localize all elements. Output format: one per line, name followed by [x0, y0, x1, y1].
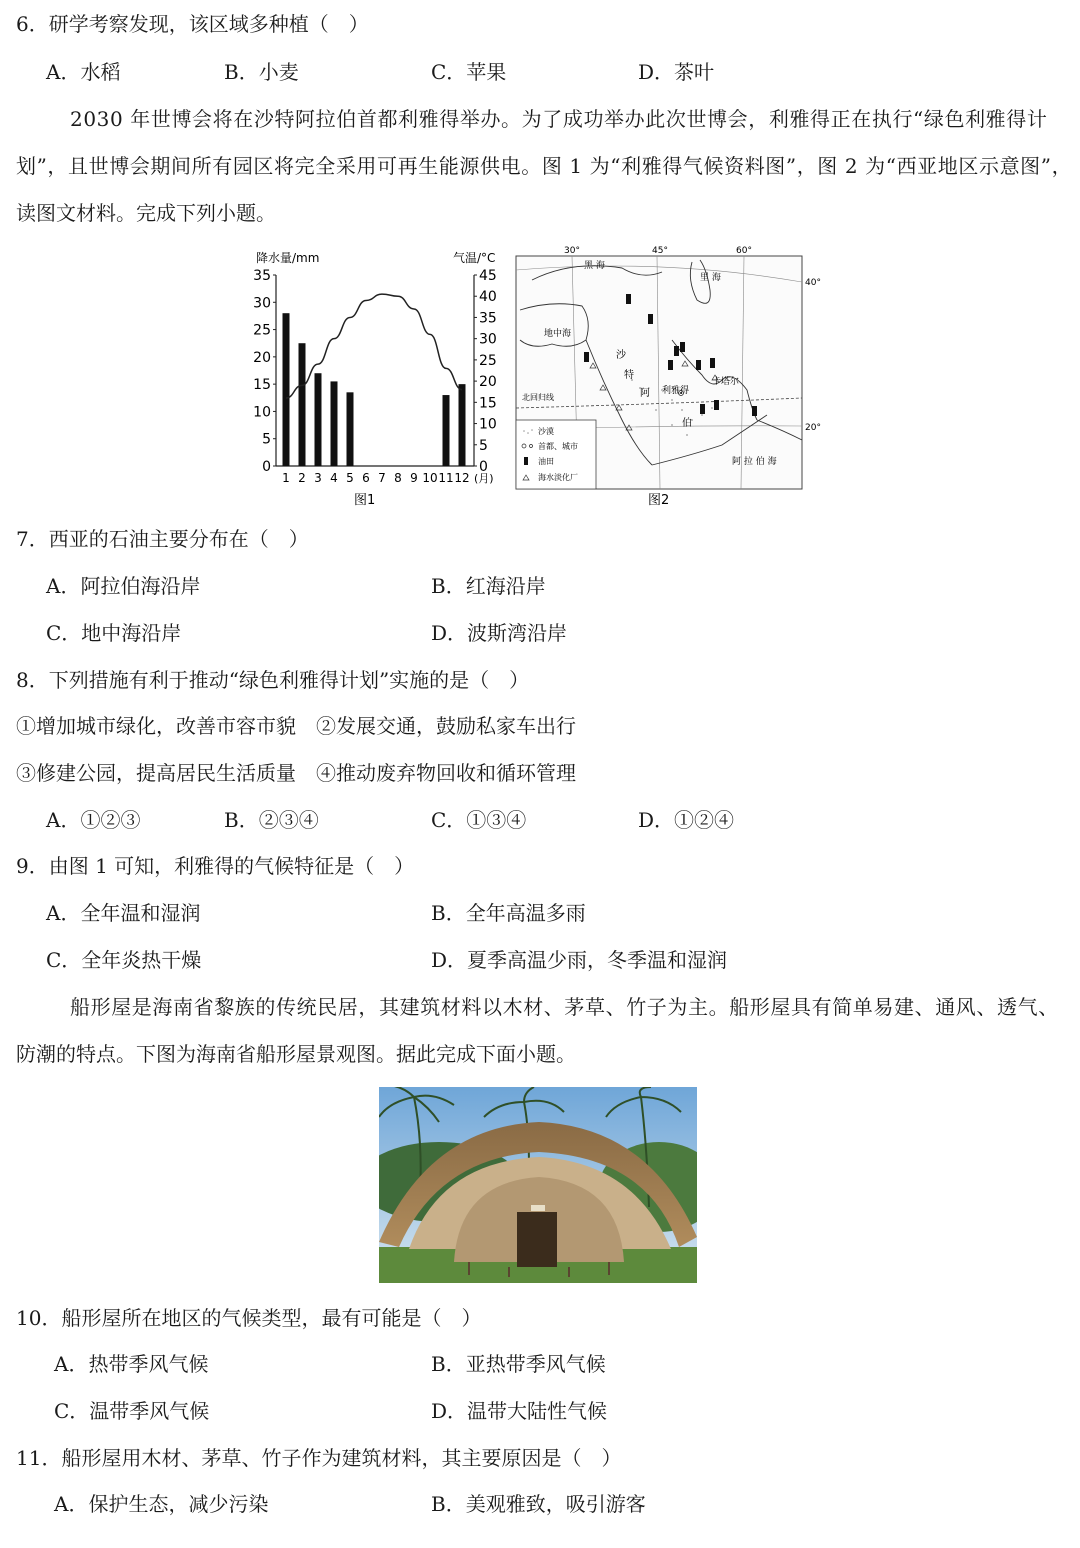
precip-tick-label: 10 — [253, 404, 271, 421]
precip-bars — [283, 313, 466, 466]
q8-stem: 8．下列措施有利于推动“绿色利雅得计划”实施的是（ ） — [16, 668, 530, 692]
q9-option-a[interactable]: A．全年温和湿润 — [46, 901, 201, 925]
label-saudi-1: 沙 — [616, 350, 626, 361]
month-tick-label: 2 — [298, 471, 306, 485]
month-tick-label: 5 — [346, 471, 354, 485]
label-arabian-sea: 阿 拉 伯 海 — [732, 457, 777, 467]
temp-ticks — [474, 268, 497, 475]
month-tick-label: 10 — [422, 471, 438, 485]
q6-option-d[interactable]: D．茶叶 — [638, 60, 715, 84]
q11-option-b[interactable]: B．美观雅致，吸引游客 — [431, 1492, 646, 1516]
q6-option-a[interactable]: A．水稻 — [46, 60, 121, 84]
q9-option-b[interactable]: B．全年高温多雨 — [431, 901, 586, 925]
label-saudi-3: 阿 — [640, 388, 650, 399]
q8-option-a[interactable]: A．①②③ — [46, 808, 141, 832]
month-labels — [282, 471, 469, 485]
precip-tick-label: 35 — [253, 268, 271, 284]
legend-city: 首都、城市 — [538, 442, 578, 451]
temp-tick-label: 25 — [479, 352, 497, 369]
legend-desalination: 海水淡化厂 — [538, 473, 578, 482]
west-asia-map-figure2 — [512, 240, 822, 510]
lon-label: 45° — [652, 246, 668, 256]
temp-tick-label: 5 — [479, 437, 488, 454]
precip-tick-label: 5 — [262, 431, 271, 448]
label-riyadh: 利雅得 — [662, 386, 690, 396]
q10-stem: 10．船形屋所在地区的气候类型，最有可能是（ ） — [16, 1306, 482, 1330]
q11-option-a[interactable]: A．保护生态，减少污染 — [54, 1492, 269, 1516]
precip-ticks — [253, 268, 276, 475]
month-tick-label: 9 — [410, 471, 418, 485]
month-tick-label: 11 — [438, 471, 454, 485]
figure1-caption: 图1 — [354, 493, 376, 508]
q9-option-c[interactable]: C．全年炎热干燥 — [46, 948, 202, 972]
q8-items-line2: ③修建公园，提高居民生活质量 ④推动废弃物回收和循环管理 — [16, 761, 576, 785]
q6-option-b[interactable]: B．小麦 — [224, 60, 299, 84]
month-tick-label: 6 — [362, 471, 370, 485]
passage1-line2: 划”，且世博会期间所有园区将完全采用可再生能源供电。图 1 为“利雅得气候资料图”，图 2 为“西亚地区示意图”， — [16, 154, 1073, 178]
q7-option-b[interactable]: B．红海沿岸 — [431, 574, 546, 598]
label-tropic: 北回归线 — [522, 393, 554, 402]
precip-tick-label: 20 — [253, 349, 271, 366]
month-unit: (月) — [474, 472, 494, 485]
precip-tick-label: 30 — [253, 295, 271, 312]
precip-bar — [315, 373, 322, 466]
q7-option-d[interactable]: D．波斯湾沿岸 — [431, 621, 568, 645]
temp-tick-label: 10 — [479, 416, 497, 433]
q10-option-c[interactable]: C．温带季风气候 — [54, 1399, 210, 1423]
temp-axis-label: 气温/°C — [453, 251, 496, 265]
q7-stem: 7．西亚的石油主要分布在（ ） — [16, 527, 309, 551]
boat-house-photo — [379, 1087, 697, 1283]
q6-stem: 6．研学考察发现，该区域多种植（ ） — [16, 12, 369, 36]
precip-bar — [283, 313, 290, 466]
label-black-sea: 黑 海 — [584, 261, 605, 271]
label-saudi-2: 特 — [624, 370, 634, 381]
legend-desert: 沙漠 — [538, 427, 554, 436]
temp-tick-label: 20 — [479, 374, 497, 391]
label-qatar: 卡塔尔 — [712, 377, 740, 387]
map-legend — [516, 420, 596, 489]
lat-label: 40° — [805, 278, 821, 288]
precip-bar — [331, 381, 338, 466]
lon-label: 60° — [736, 246, 752, 256]
month-tick-label: 7 — [378, 471, 386, 485]
temp-tick-label: 45 — [479, 268, 497, 284]
q8-option-b[interactable]: B．②③④ — [224, 808, 319, 832]
label-caspian-sea: 里 海 — [700, 273, 721, 283]
temp-tick-label: 0 — [479, 459, 488, 475]
precip-bar — [459, 384, 466, 466]
q7-option-c[interactable]: C．地中海沿岸 — [46, 621, 182, 645]
passage2-line2: 防潮的特点。下图为海南省船形屋景观图。据此完成下面小题。 — [16, 1042, 576, 1066]
passage2-line1: 船形屋是海南省黎族的传统民居，其建筑材料以木材、茅草、竹子为主。船形屋具有简单易建、通风、透气、 — [70, 995, 1059, 1019]
temperature-line — [286, 294, 462, 398]
precip-bar — [347, 392, 354, 466]
q10-option-d[interactable]: D．温带大陆性气候 — [431, 1399, 608, 1423]
q9-option-d[interactable]: D．夏季高温少雨，冬季温和湿润 — [431, 948, 728, 972]
month-tick-label: 3 — [314, 471, 322, 485]
passage1-line3: 读图文材料。完成下列小题。 — [16, 201, 276, 225]
month-tick-label: 12 — [454, 471, 470, 485]
precip-bar — [443, 395, 450, 466]
q10-option-b[interactable]: B．亚热带季风气候 — [431, 1352, 606, 1376]
climate-chart-figure1 — [248, 248, 508, 510]
precip-bar — [299, 343, 306, 466]
month-tick-label: 1 — [282, 471, 290, 485]
precip-tick-label: 0 — [262, 459, 271, 475]
q9-stem: 9．由图 1 可知，利雅得的气候特征是（ ） — [16, 854, 415, 878]
q8-option-d[interactable]: D．①②④ — [638, 808, 735, 832]
passage1-line1: 2030 年世博会将在沙特阿拉伯首都利雅得举办。为了成功举办此次世博会，利雅得正在执行“绿色利雅得计 — [70, 107, 1048, 131]
temp-tick-label: 30 — [479, 331, 497, 348]
temp-tick-label: 15 — [479, 395, 497, 412]
door — [517, 1212, 557, 1267]
figure2-caption: 图2 — [648, 493, 670, 508]
q8-items-line1: ①增加城市绿化，改善市容市貌 ②发展交通，鼓励私家车出行 — [16, 714, 576, 738]
precip-tick-label: 25 — [253, 322, 271, 339]
q10-option-a[interactable]: A．热带季风气候 — [54, 1352, 209, 1376]
month-tick-label: 8 — [394, 471, 402, 485]
label-saudi-4: 伯 — [682, 418, 692, 429]
lat-label: 20° — [805, 423, 821, 433]
q7-option-a[interactable]: A．阿拉伯海沿岸 — [46, 574, 201, 598]
precip-tick-label: 15 — [253, 377, 271, 394]
legend-oil: 油田 — [538, 457, 554, 466]
q11-stem: 11．船形屋用木材、茅草、竹子作为建筑材料，其主要原因是（ ） — [16, 1446, 622, 1470]
label-mediterranean: 地中海 — [544, 329, 572, 339]
precip-axis-label: 降水量/mm — [256, 251, 320, 265]
month-tick-label: 4 — [330, 471, 338, 485]
q8-option-c[interactable]: C．①③④ — [431, 808, 527, 832]
lon-label: 30° — [564, 246, 580, 256]
temp-tick-label: 35 — [479, 310, 497, 327]
q6-option-c[interactable]: C．苹果 — [431, 60, 507, 84]
temp-tick-label: 40 — [479, 289, 497, 306]
